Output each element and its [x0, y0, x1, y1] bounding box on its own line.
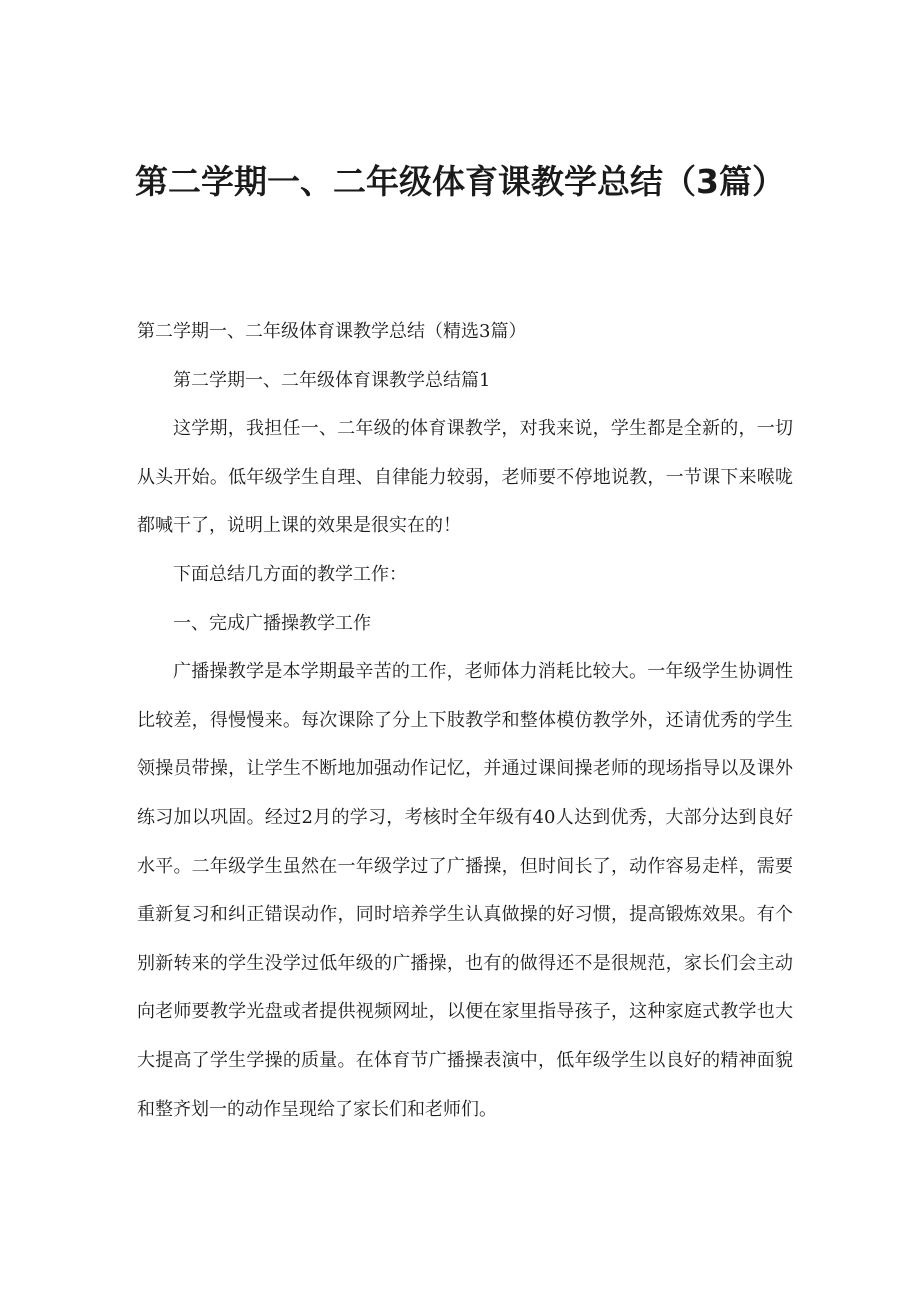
document-body — [137, 308, 793, 1134]
summary-lead-paragraph: 下面总结几方面的教学工作： — [173, 563, 407, 585]
subsection-heading-paragraph: 一、完成广播操教学工作 — [173, 612, 371, 634]
body-paragraph: 广播操教学是本学期最辛苦的工作，老师体力消耗比较大。一年级学生协调性比较差，得慢慢来。每次课除了分上下肢教学和整体模仿教学外，还请优秀的学生领操员带操，让学生不断地加强动作记忆，并通过课间操老师的现场指导以及课外练习加以巩固。经过2月的学习，考核时全年级有40人达到优秀，大部分达到良好水平。二年级学生虽然在一年级学过了广播操，但时间长了，动作容易走样，需要重新复习和纠正错误动作，同时培养学生认真做操的好习惯，提高锻炼效果。有个别新转来的学生没学过低年级的广播操，也有的做得还不是很规范，家长们会主动向老师要教学光盘或者提供视频网址，以便在家里指导孩子，这种家庭式教学也大大提高了学生学操的质量。在体育节广播操表演中，低年级学生以良好的精神面貌和整齐划一的动作呈现给了家长们和老师们。 — [137, 661, 793, 1120]
intro-paragraph: 这学期，我担任一、二年级的体育课教学，对我来说，学生都是全新的，一切从头开始。低年级学生自理、自律能力较弱，老师要不停地说教，一节课下来喉咙都喊干了，说明上课的效果是很实在的！ — [137, 418, 793, 537]
subtitle-paragraph: 第二学期一、二年级体育课教学总结（精选3篇） — [137, 321, 527, 342]
document-title: 第二学期一、二年级体育课教学总结（3篇） — [135, 162, 785, 201]
section-heading-paragraph: 第二学期一、二年级体育课教学总结篇1 — [173, 369, 491, 391]
